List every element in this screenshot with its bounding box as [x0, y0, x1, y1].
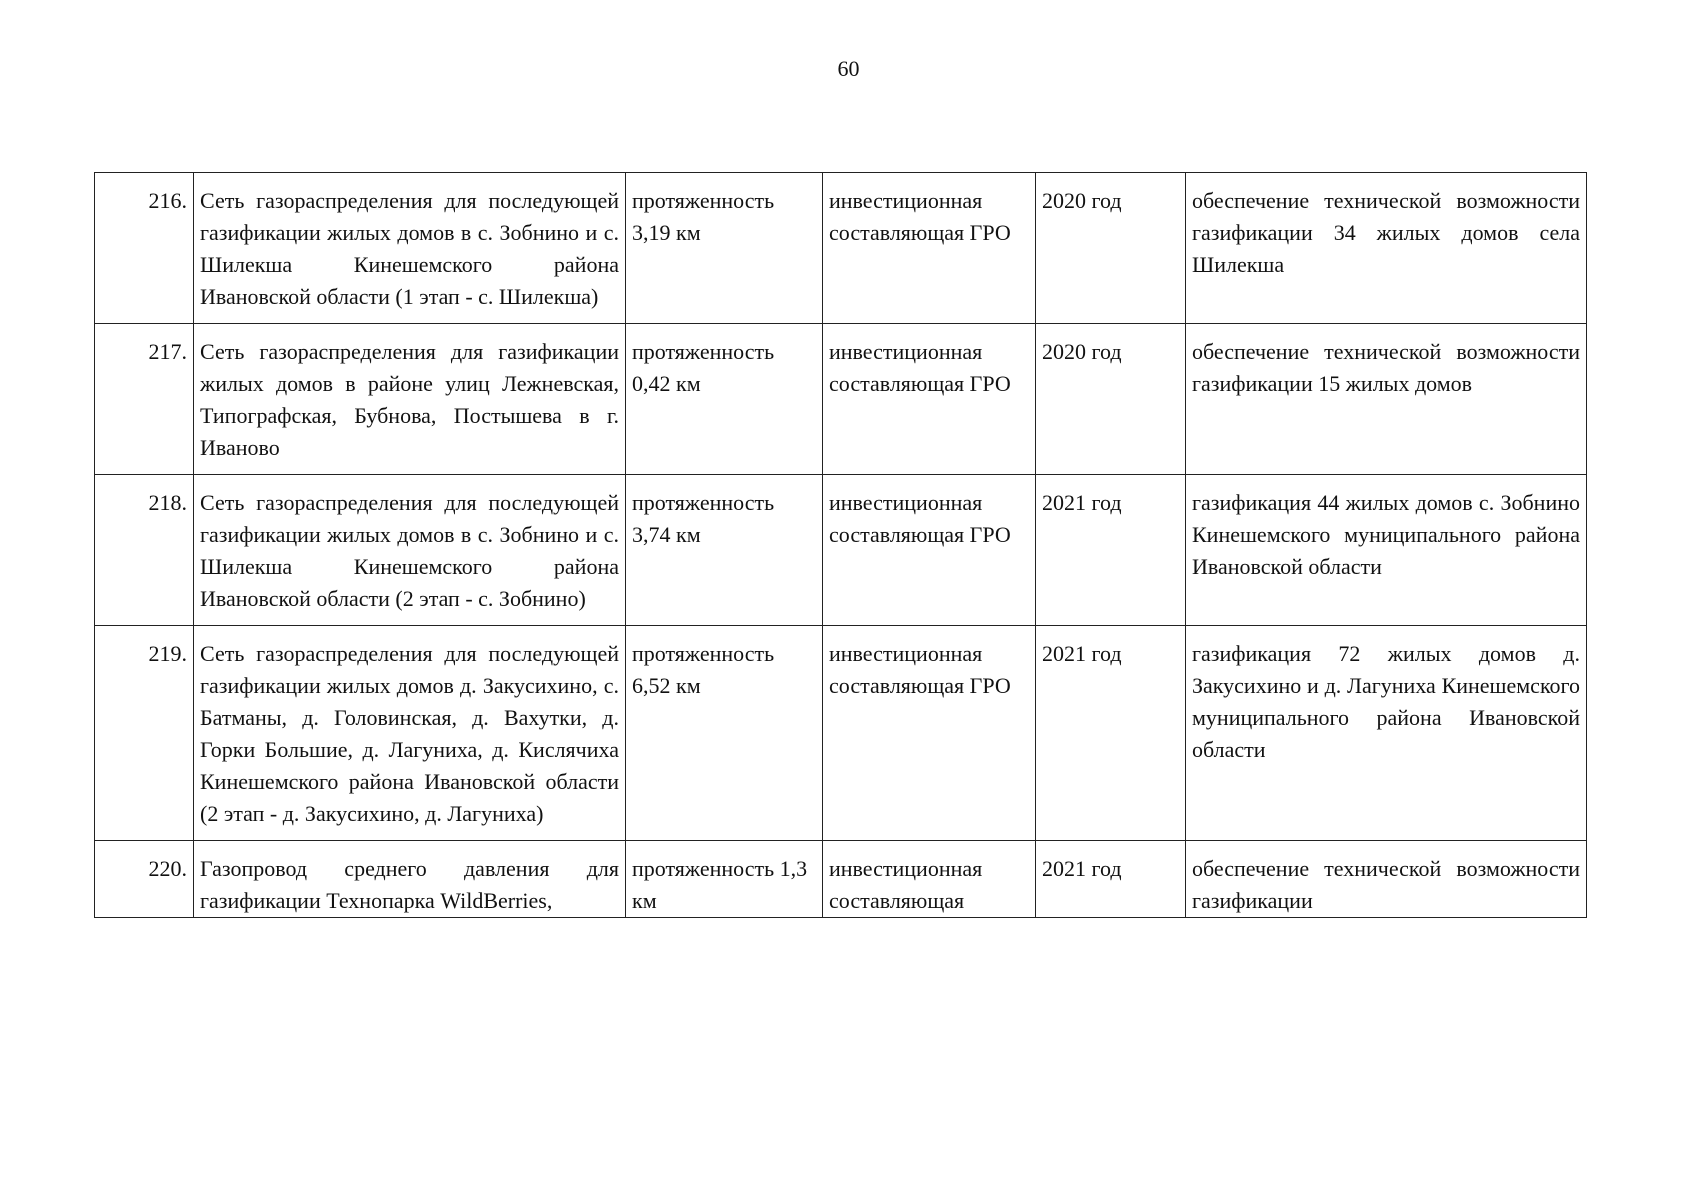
completion-year: 2020 год	[1036, 324, 1186, 475]
table-row	[95, 841, 1587, 918]
object-name	[194, 841, 626, 918]
object-length: протяженность 3,19 км	[626, 173, 823, 324]
table-row	[95, 324, 1587, 475]
row-number	[95, 841, 194, 918]
object-length	[626, 841, 823, 918]
row-number: 219.	[95, 626, 194, 841]
object-name-text: Газопровод среднего давления для газификации Технопарка WildBerries,	[200, 856, 619, 913]
funding-source: инвестиционная составляющая ГРО	[823, 173, 1036, 324]
objects-table	[94, 172, 1587, 918]
row-number: 217.	[95, 324, 194, 475]
funding-source: инвестиционная составляющая ГРО	[823, 626, 1036, 841]
table-row	[95, 626, 1587, 841]
object-length-text: протяженность 1,3 км	[632, 856, 808, 913]
table-row	[95, 475, 1587, 626]
object-goal-text: обеспечение технической возможности газификации	[1192, 856, 1580, 913]
funding-source: инвестиционная составляющая ГРО	[823, 324, 1036, 475]
object-goal: обеспечение технической возможности газификации 15 жилых домов	[1186, 324, 1587, 475]
completion-year	[1036, 841, 1186, 918]
funding-source	[823, 841, 1036, 918]
object-name: Сеть газораспределения для последующей газификации жилых домов д. Закусихино, с. Батманы, д. Головинская, д. Вахутки, д. Горки Большие, д. Лагуниха, д. Кислячиха Кинешемского района Ивановской области (2 этап - д. Закусихино, д. Лагуниха)	[194, 626, 626, 841]
funding-source: инвестиционная составляющая ГРО	[823, 475, 1036, 626]
table-row	[95, 173, 1587, 324]
object-length: протяженность 0,42 км	[626, 324, 823, 475]
object-name: Сеть газораспределения для газификации жилых домов в районе улиц Лежневская, Типографская, Бубнова, Постышева в г. Иваново	[194, 324, 626, 475]
object-length: протяженность 3,74 км	[626, 475, 823, 626]
object-name: Сеть газораспределения для последующей газификации жилых домов в с. Зобнино и с. Шилекша Кинешемского района Ивановской области (2 этап - с. Зобнино)	[194, 475, 626, 626]
object-goal	[1186, 841, 1587, 918]
row-number: 216.	[95, 173, 194, 324]
object-name: Сеть газораспределения для последующей газификации жилых домов в с. Зобнино и с. Шилекша Кинешемского района Ивановской области (1 этап - с. Шилекша)	[194, 173, 626, 324]
page-number: 60	[837, 56, 860, 81]
object-length: протяженность 6,52 км	[626, 626, 823, 841]
completion-year: 2021 год	[1036, 475, 1186, 626]
object-goal: обеспечение технической возможности газификации 34 жилых домов села Шилекша	[1186, 173, 1587, 324]
completion-year: 2021 год	[1036, 626, 1186, 841]
row-number: 218.	[95, 475, 194, 626]
funding-source-text: инвестиционная составляющая	[829, 856, 983, 913]
row-number-text: 220.	[148, 856, 187, 881]
object-goal: газификация 72 жилых домов д. Закусихино и д. Лагуниха Кинешемского муниципального района Ивановской области	[1186, 626, 1587, 841]
object-goal: газификация 44 жилых домов с. Зобнино Кинешемского муниципального района Ивановской области	[1186, 475, 1587, 626]
completion-year-text: 2021 год	[1042, 856, 1122, 881]
completion-year: 2020 год	[1036, 173, 1186, 324]
